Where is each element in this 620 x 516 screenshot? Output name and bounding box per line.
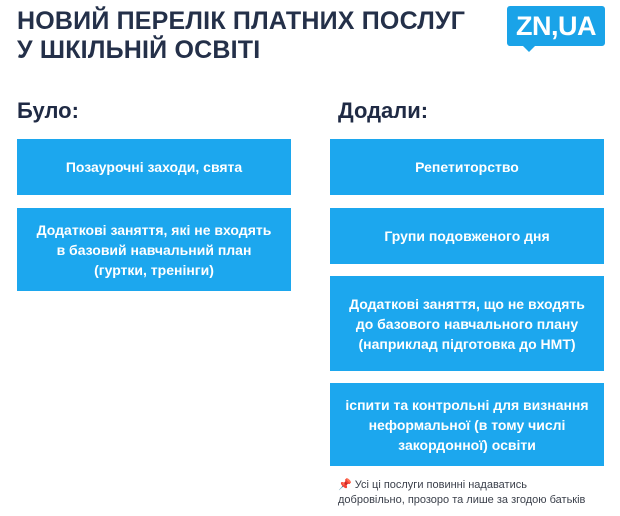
- before-heading: Було:: [17, 98, 79, 123]
- title-line-1: НОВИЙ ПЕРЕЛІК ПЛАТНИХ ПОСЛУГ: [17, 7, 466, 35]
- footnote-line-1: Усі ці послуги повинні надаватись: [354, 479, 527, 491]
- footnote-line-2: добровільно, прозоро та лише за згодою батьків: [338, 494, 586, 506]
- logo-text: ZN,UA: [516, 11, 596, 41]
- page-title: [17, 7, 487, 65]
- before-item-2: Додаткові заняття, які не входять в базовий навчальний план (гуртки, тренінги): [17, 208, 291, 291]
- added-item-3: Додаткові заняття, що не входять до базового навчального плану (наприклад підготовка до НМТ): [330, 276, 604, 371]
- added-item-1: Репетиторство: [330, 139, 604, 195]
- zn-ua-logo[interactable]: [507, 6, 605, 50]
- added-item-4: іспити та контрольні для визнання неформальної (в тому числі закордонної) освіти: [330, 383, 604, 466]
- added-heading: Додали:: [338, 98, 429, 123]
- added-item-2: Групи подовженого дня: [330, 208, 604, 264]
- before-item-1: Позаурочні заходи, свята: [17, 139, 291, 195]
- title-line-2: У ШКІЛЬНІЙ ОСВІТІ: [17, 36, 261, 64]
- footnote: [338, 478, 618, 508]
- pushpin-icon: 📌: [338, 479, 352, 491]
